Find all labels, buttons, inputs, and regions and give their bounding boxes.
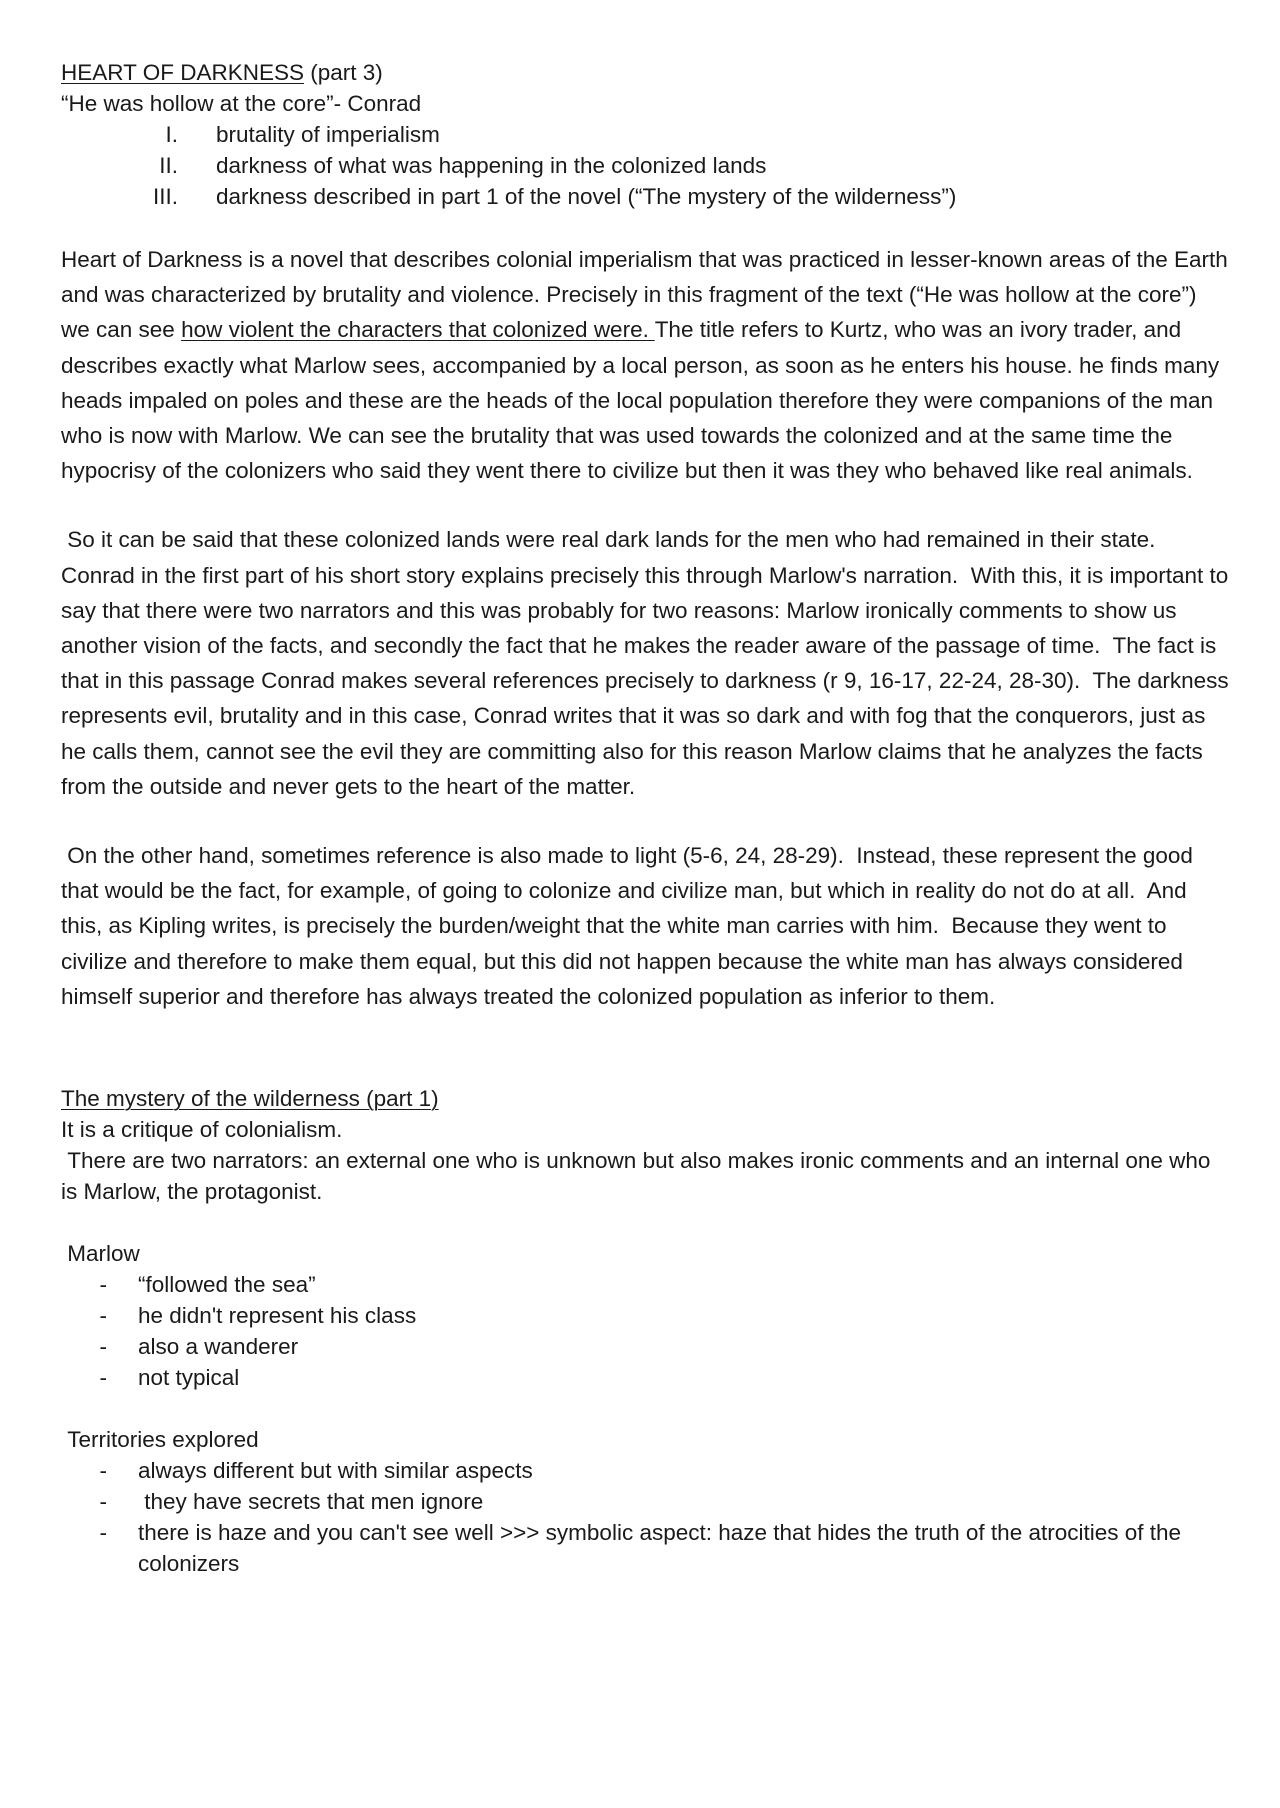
list-item — [61, 1362, 1231, 1393]
territories-list — [61, 1455, 1231, 1579]
list-item-text: always different but with similar aspects — [138, 1458, 533, 1484]
roman-number: III. — [152, 184, 178, 209]
paragraph-1-start: Heart of Darkness is a novel that describes colonial imperialism that was practiced in lesser-known areas of the Earth and was characterized by brutality and violence. Precisely in this fragment of the text (“He was hollow at the core”) we can see — [61, 247, 1228, 343]
roman-number: II. — [159, 153, 178, 178]
paragraph-1-end: The title refers to Kurtz, who was an ivory trader, and describes exactly what Marlow sees, accompanied by a local person, as soon as he enters his house. he finds many heads impaled on poles and these are the heads of the local population therefore they were companions of the man who is now with Marlow. We can see the brutality that was used towards the colonized and at the same time the hypocrisy of the colonizers who said they went there to civilize but then it was they who behaved like real animals. — [61, 317, 1220, 484]
list-item-text: not typical — [138, 1365, 240, 1391]
list-item — [61, 1269, 1231, 1300]
list-item-text: there is haze and you can't see well >>> symbolic aspect: haze that hides the truth of the atrocities of the colonizers — [138, 1520, 1182, 1577]
dash-bullet: - — [99, 1520, 107, 1546]
list-item-text: he didn't represent his class — [138, 1303, 417, 1329]
roman-text: darkness described in part 1 of the novel (“The mystery of the wilderness”) — [216, 184, 957, 209]
territories-heading: Territories explored — [61, 1427, 259, 1453]
list-item — [61, 1455, 1231, 1486]
roman-list — [61, 119, 1231, 212]
part3-title: HEART OF DARKNESS — [61, 60, 304, 85]
list-item-text: also a wanderer — [138, 1334, 299, 1360]
roman-text: brutality of imperialism — [216, 122, 440, 147]
list-item — [61, 1300, 1231, 1331]
roman-number: I. — [165, 122, 178, 147]
part1-line-1: It is a critique of colonialism. — [61, 1117, 343, 1143]
dash-bullet: - — [99, 1458, 107, 1484]
paragraph-1-underlined: how violent the characters that colonized were. — [181, 317, 655, 343]
dash-bullet: - — [99, 1489, 107, 1515]
part3-title-suffix: (part 3) — [303, 60, 383, 85]
list-item — [61, 1517, 1231, 1579]
roman-item — [61, 150, 1231, 181]
dash-bullet: - — [99, 1334, 107, 1360]
marlow-list — [61, 1269, 1231, 1393]
paragraph-3: On the other hand, sometimes reference is also made to light (5-6, 24, 28-29). Instead, these represent the good that would be the fact, for example, of going to colonize and civilize man, but which in reality do not do at all. And this, as Kipling writes, is precisely the burden/weight that the white man carries with him. Because they went to civilize and therefore to make them equal, but this did not happen because the white man has always considered himself superior and therefore has always treated the colonized population as inferior to them. — [61, 843, 1200, 1009]
part3-quote-line: “He was hollow at the core”- Conrad — [61, 91, 422, 116]
document-page — [61, 57, 1235, 1579]
part1-line-2: There are two narrators: an external one who is unknown but also makes ironic comments and an internal one who is Marlow, the protagonist. — [61, 1148, 1217, 1205]
dash-bullet: - — [99, 1303, 107, 1329]
paragraph-2: So it can be said that these colonized lands were real dark lands for the men who had remained in their state. Conrad in the first part of his short story explains precisely this through Marlow's narration. With this, it is important to say that there were two narrators and this was probably for two reasons: Marlow ironically comments to show us another vision of the facts, and secondly the fact that he makes the reader aware of the passage of time. The fact is that in this passage Conrad makes several references precisely to darkness (r 9, 16-17, 22-24, 28-30). The darkness represents evil, brutality and in this case, Conrad writes that it was so dark and with fog that the conquerors, just as he calls them, cannot see the evil they are committing also for this reason Marlow claims that he analyzes the facts from the outside and never gets to the heart of the matter. — [61, 527, 1235, 799]
list-item — [61, 1486, 1231, 1517]
dash-bullet: - — [99, 1272, 107, 1298]
roman-item — [61, 181, 1231, 212]
marlow-heading: Marlow — [61, 1241, 140, 1267]
dash-bullet: - — [99, 1365, 107, 1391]
roman-text: darkness of what was happening in the colonized lands — [216, 153, 767, 178]
part3-title-line — [61, 57, 1231, 88]
paragraph-1 — [61, 242, 1231, 488]
roman-item — [61, 119, 1231, 150]
part1-title: The mystery of the wilderness (part 1) — [61, 1086, 439, 1112]
list-item — [61, 1331, 1231, 1362]
list-item-text: they have secrets that men ignore — [138, 1489, 484, 1515]
list-item-text: “followed the sea” — [138, 1272, 316, 1298]
